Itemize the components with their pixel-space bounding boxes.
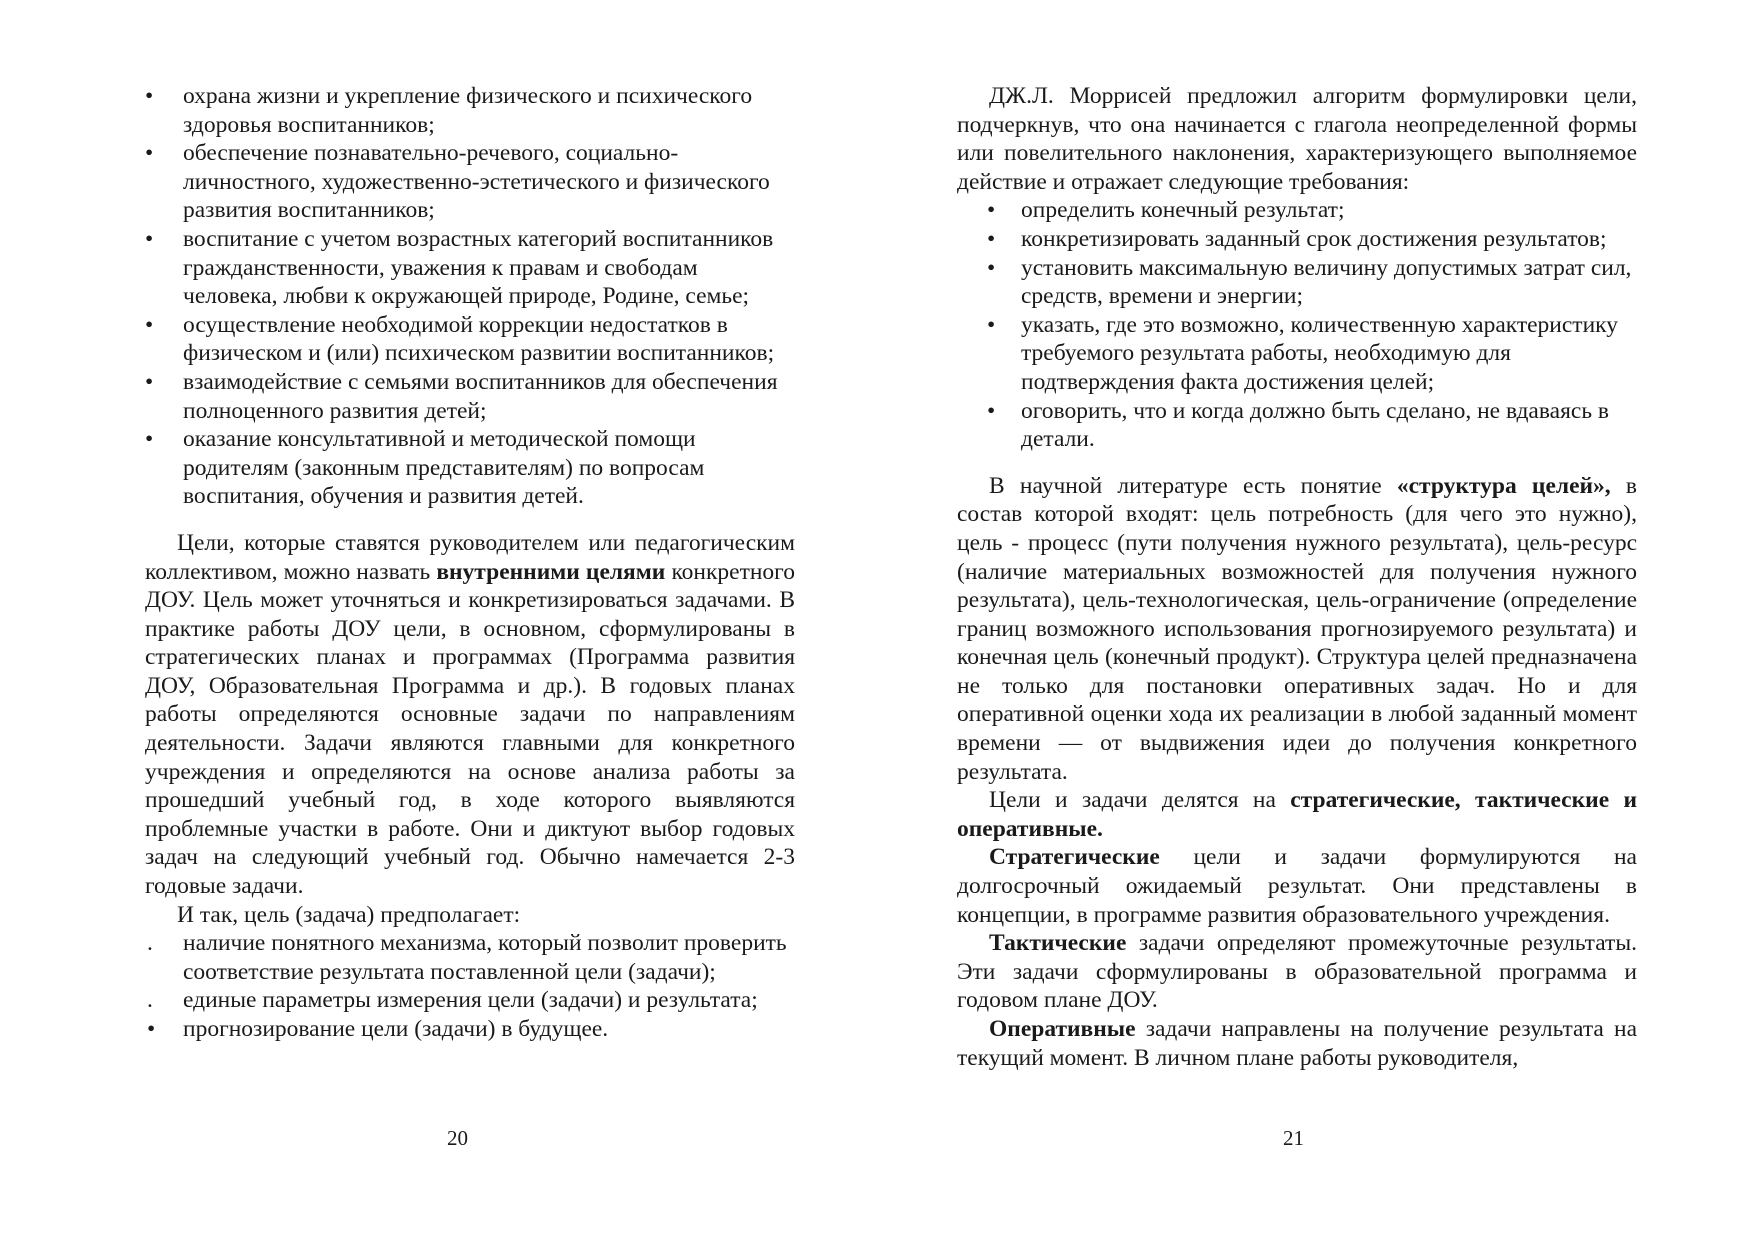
paragraph-goal-structure: В научной литературе есть понятие «структура целей», в состав которой входят: цель потребность (для чего это нужно), цель - процесс (пути получения нужного результата), цель-ресурс (наличие материальных возможностей для получения нужного результата), цель-технологическая, цель-ограничение (определение границ возможного использования прогнозируемого результата) и конечная цель (конечный продукт). Структура целей предназначена не только для постановки оперативных задач. Но и для оперативной оценки хода их реализации в любой заданный момент времени — от выдвижения идеи до получения конкретного результата. xyxy=(957,472,1637,785)
list-item: • взаимодействие с семьями воспитанников для обеспечения полноценного развития детей; xyxy=(145,368,795,425)
paragraph-internal-goals: Цели, которые ставятся руководителем или педагогическим коллективом, можно назвать внутренними целями конкретного ДОУ. Цель может уточняться и конкретизироваться задачами. В практике работы ДОУ цели, в основном, сформулированы в стратегических планах и программах (Программа развития ДОУ, Образовательная Программа и др.). В годовых планах работы определяются основные задачи по направлениям деятельности. Задачи являются главными для конкретного учреждения и определяются на основе анализа работы за прошедший учебный год, в ходе которого выявляются проблемные участки в работе. Они и диктуют выбор годовых задач на следующий учебный год. Обычно намечается 2-3 годовые задачи. xyxy=(145,529,795,900)
list-item: • определить конечный результат; xyxy=(987,196,1637,225)
list-item: • осуществление необходимой коррекции недостатков в физическом и (или) психическом развитии воспитанников; xyxy=(145,311,795,368)
paragraph-strategic: Стратегические цели и задачи формулируются на долгосрочный ожидаемый результат. Они представлены в концепции, в программе развития образовательного учреждения. xyxy=(957,844,1637,928)
list-item: • воспитание с учетом возрастных категорий воспитанников гражданственности, уважения к правам и свободам человека, любви к окружающей природе, Родине, семье; xyxy=(145,225,795,311)
list-item: • прогнозирование цели (задачи) в будущее. xyxy=(147,1016,609,1042)
paragraph-intro: И так, цель (задача) предполагает: xyxy=(177,901,521,928)
list-item: . единые параметры измерения цели (задачи) и результата; xyxy=(147,987,758,1014)
list-item: • оговорить, что и когда должно быть сделано, не вдаваясь в детали. xyxy=(987,397,1637,454)
list-item: • обеспечение познавательно-речевого, социально-личностного, художественно-эстетического и физического развития воспитанников; xyxy=(145,139,795,225)
list-item: • установить максимальную величину допустимых затрат сил, средств, времени и энергии; xyxy=(987,254,1637,311)
list-item: • указать, где это возможно, количественную характеристику требуемого результата работы, необходимую для подтверждения факта достижения целей; xyxy=(987,311,1637,397)
list-item: • конкретизировать заданный срок достижения результатов; xyxy=(987,225,1637,254)
left-page xyxy=(145,82,795,1044)
list-item: • охрана жизни и укрепление физического и психического здоровья воспитанников; xyxy=(145,82,795,139)
left-bullet-list xyxy=(145,82,795,511)
right-bullet-list xyxy=(957,196,1637,453)
paragraph-operative: Оперативные задачи направлены на получение результата на текущий момент. В личном плане работы руководителя, xyxy=(957,1016,1637,1071)
list-item: • оказание консультативной и методической помощи родителям (законным представителям) по вопросам воспитания, обучения и развития детей. xyxy=(145,425,795,511)
page-number-right: 21 xyxy=(1283,1126,1304,1150)
list-item: . наличие понятного механизма, который позволит проверить соответствие результата поставленной цели (задачи); xyxy=(147,930,787,985)
right-page xyxy=(957,82,1637,1072)
paragraph-morrisey: ДЖ.Л. Моррисей предложил алгоритм формулировки цели, подчеркнув, что она начинается с глагола неопределенной формы или повелительного наклонения, характеризующего выполняемое действие и отражает следующие требования: xyxy=(957,83,1637,195)
paragraph-tactical: Тактические задачи определяют промежуточные результаты. Эти задачи сформулированы в образовательной программа и годовом плане ДОУ. xyxy=(957,930,1637,1014)
paragraph-goal-types: Цели и задачи делятся на стратегические, тактические и оперативные. xyxy=(957,787,1637,842)
page-number-left: 20 xyxy=(447,1126,468,1150)
left-requirements-list xyxy=(145,929,795,1043)
